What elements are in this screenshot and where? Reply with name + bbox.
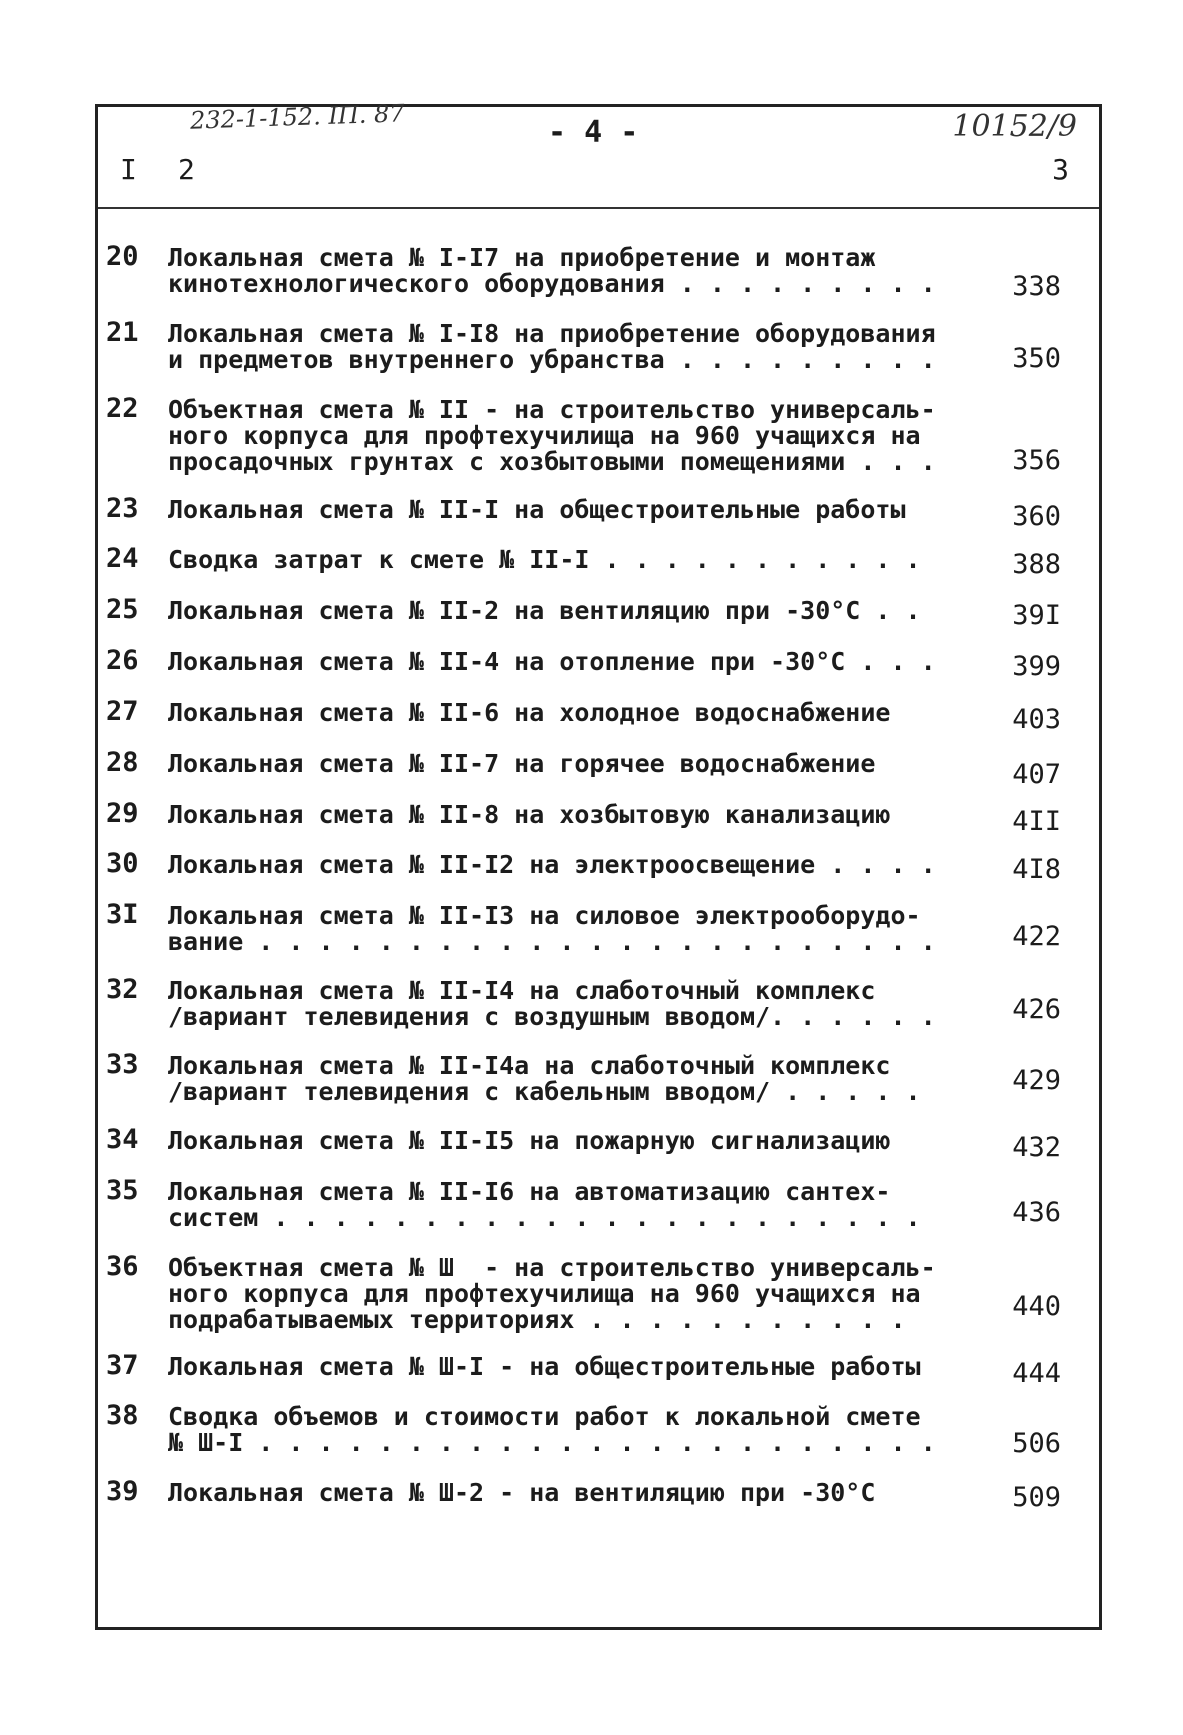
row-title: Локальная смета № II-I6 на автоматизацию сантех- систем . . . . . . . . . . . . . . . . . . . . . . — [168, 1177, 921, 1232]
header-divider — [98, 207, 1099, 209]
row-number: 3I — [106, 899, 139, 930]
document-code-handwritten: 232-1-152. IП. 87 — [189, 99, 406, 135]
row-number: 34 — [106, 1124, 139, 1155]
row-title: Локальная смета № II-8 на хозбытовую канализацию — [168, 800, 891, 829]
row-title: Сводка затрат к смете № II-I . . . . . . . . . . . — [168, 545, 921, 574]
row-title: Локальная смета № II-I2 на электроосвещение . . . . — [168, 850, 936, 879]
row-page: 429 — [1012, 1065, 1061, 1096]
page-number: - 4 - — [548, 115, 639, 150]
row-page: 399 — [1012, 651, 1061, 682]
row-number: 20 — [106, 241, 139, 272]
document-frame — [95, 99, 1102, 1630]
row-number: 36 — [106, 1251, 139, 1282]
row-number: 22 — [106, 393, 139, 424]
column-header-2: 2 — [178, 153, 195, 186]
column-header-1: I — [120, 153, 137, 186]
row-page: 39I — [1012, 600, 1061, 631]
row-number: 30 — [106, 848, 139, 879]
row-page: 436 — [1012, 1197, 1061, 1228]
row-title: Локальная смета № Ш-2 - на вентиляцию при -30°С — [168, 1478, 876, 1507]
row-title: Локальная смета № II-I3 на силовое электрооборудо- вание . . . . . . . . . . . . . . . . . . . . . . . — [168, 901, 936, 956]
row-number: 38 — [106, 1400, 139, 1431]
row-page: 4I8 — [1012, 854, 1061, 885]
row-page: 432 — [1012, 1132, 1061, 1163]
row-title: Сводка объемов и стоимости работ к локальной смете № Ш-I . . . . . . . . . . . . . . . . . . . . . . . — [168, 1402, 936, 1457]
row-title: Локальная смета № II-2 на вентиляцию при -30°С . . — [168, 596, 921, 625]
row-page: 506 — [1012, 1428, 1061, 1459]
row-page: 388 — [1012, 549, 1061, 580]
row-number: 21 — [106, 317, 139, 348]
row-number: 32 — [106, 974, 139, 1005]
row-number: 37 — [106, 1350, 139, 1381]
row-number: 27 — [106, 696, 139, 727]
row-title: Объектная смета № Ш - на строительство универсаль- ного корпуса для профтехучилища на 960 учащихся на подрабатываемых территориях . . . . . . . . . . . — [168, 1253, 936, 1334]
row-page: 338 — [1012, 271, 1061, 302]
document-number-handwritten: 10152/9 — [952, 109, 1077, 144]
row-title: Локальная смета № II-7 на горячее водоснабжение — [168, 749, 876, 778]
row-page: 356 — [1012, 445, 1061, 476]
row-page: 350 — [1012, 343, 1061, 374]
row-number: 24 — [106, 543, 139, 574]
row-page: 4II — [1012, 806, 1061, 837]
column-header-3: 3 — [1052, 153, 1069, 186]
row-page: 360 — [1012, 501, 1061, 532]
row-page: 426 — [1012, 994, 1061, 1025]
row-page: 407 — [1012, 759, 1061, 790]
row-page: 403 — [1012, 704, 1061, 735]
row-number: 25 — [106, 594, 139, 625]
row-title: Локальная смета № I-I8 на приобретение оборудования и предметов внутреннего убранства . . . . . . . . . — [168, 319, 936, 374]
row-title: Объектная смета № II - на строительство универсаль- ного корпуса для профтехучилища на 960 учащихся на просадочных грунтах с хозбытовыми помещениями . . . — [168, 395, 936, 476]
row-number: 39 — [106, 1476, 139, 1507]
row-title: Локальная смета № I-I7 на приобретение и монтаж кинотехнологического оборудования . . . . . . . . . — [168, 243, 936, 298]
row-number: 28 — [106, 747, 139, 778]
row-page: 422 — [1012, 921, 1061, 952]
row-title: Локальная смета № II-I5 на пожарную сигнализацию — [168, 1126, 891, 1155]
row-number: 26 — [106, 645, 139, 676]
row-page: 509 — [1012, 1482, 1061, 1513]
row-title: Локальная смета № II-I4 на слаботочный комплекс /вариант телевидения с воздушным вводом/. . . . . . — [168, 976, 936, 1031]
row-page: 444 — [1012, 1358, 1061, 1389]
row-title: Локальная смета № Ш-I - на общестроительные работы — [168, 1352, 921, 1381]
row-title: Локальная смета № II-6 на холодное водоснабжение — [168, 698, 891, 727]
row-number: 35 — [106, 1175, 139, 1206]
row-number: 23 — [106, 493, 139, 524]
row-title: Локальная смета № II-I на общестроительные работы — [168, 495, 906, 524]
row-number: 29 — [106, 798, 139, 829]
row-number: 33 — [106, 1049, 139, 1080]
row-title: Локальная смета № II-I4а на слаботочный комплекс /вариант телевидения с кабельным вводом/ . . . . . — [168, 1051, 921, 1106]
row-title: Локальная смета № II-4 на отопление при -30°С . . . — [168, 647, 936, 676]
row-page: 440 — [1012, 1291, 1061, 1322]
